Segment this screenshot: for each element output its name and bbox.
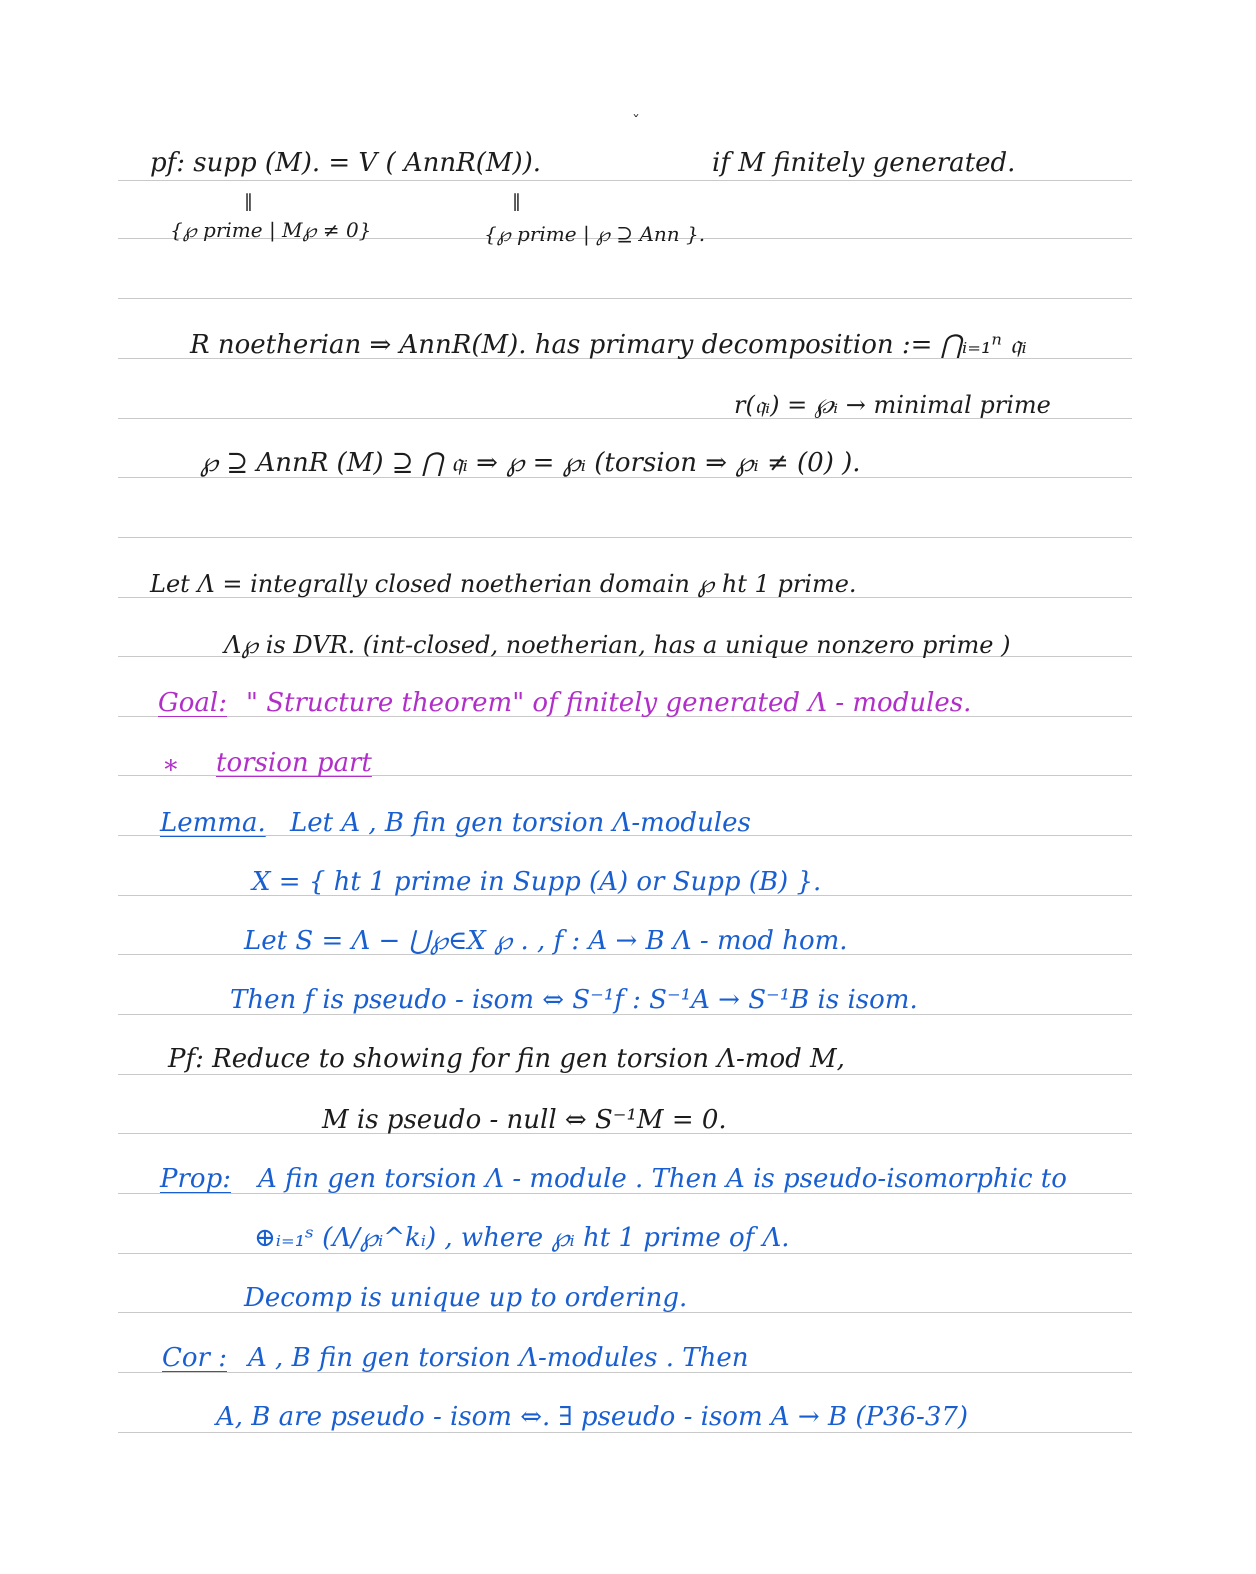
pf2-line-2: M is pseudo - null ⇔ S⁻¹M = 0. <box>322 1105 727 1135</box>
pf-line-1: pf: supp (M). = V ( AnnR(M)). <box>150 148 542 178</box>
noetherian-line-2: r(𝔮ᵢ) = ℘ᵢ → minimal prime <box>734 391 1051 419</box>
top-mark: ˇ <box>632 112 640 131</box>
ruled-line <box>118 180 1132 181</box>
cor-line-1: A , B fin gen torsion Λ-modules . Then <box>248 1343 749 1373</box>
pf-line-2-left: {℘ prime | M℘ ≠ 0} <box>170 218 372 242</box>
prop-label: Prop: <box>160 1164 231 1194</box>
pf-line-1-condition: if M finitely generated. <box>712 148 1016 178</box>
pf-line-2-right: {℘ prime | ℘ ⊇ Ann }. <box>484 222 706 246</box>
torsion-part-heading: torsion part <box>216 748 372 778</box>
lambda-line-2: Λ℘ is DVR. (int-closed, noetherian, has a unique nonzero prime ) <box>224 631 1011 659</box>
lemma-label: Lemma. <box>160 808 266 838</box>
goal-label: Goal: <box>158 688 227 718</box>
lemma-line-3: Let S = Λ − ⋃℘∈X ℘ . , f : A → B Λ - mod hom. <box>244 926 848 956</box>
ruled-line <box>118 1253 1132 1254</box>
ruled-line <box>118 1432 1132 1433</box>
ruled-line <box>118 298 1132 299</box>
cor-label: Cor : <box>162 1343 227 1373</box>
lemma-line-1: Let A , B fin gen torsion Λ-modules <box>290 808 751 838</box>
lemma-line-4: Then f is pseudo - isom ⇔ S⁻¹f : S⁻¹A → S⁻¹B is isom. <box>230 985 918 1015</box>
noetherian-line-3: ℘ ⊇ AnnR (M) ⊇ ⋂ 𝔮ᵢ ⇒ ℘ = ℘ᵢ (torsion ⇒ ℘ᵢ ≠ (0) ). <box>200 448 861 478</box>
ruled-line <box>118 1074 1132 1075</box>
prop-line-1: A fin gen torsion Λ - module . Then A is pseudo-isomorphic to <box>258 1164 1067 1194</box>
torsion-star: ∗ <box>162 750 180 780</box>
cor-line-2: A, B are pseudo - isom ⇔. ∃ pseudo - isom A → B (P36-37) <box>216 1402 969 1432</box>
lambda-line-1: Let Λ = integrally closed noetherian domain ℘ ht 1 prime. <box>150 570 857 598</box>
pf2-line-1: Pf: Reduce to showing for fin gen torsion Λ-mod M, <box>168 1044 845 1074</box>
prop-line-2: ⊕ᵢ₌₁ˢ (Λ/℘ᵢ^kᵢ) , where ℘ᵢ ht 1 prime of Λ. <box>254 1223 790 1253</box>
goal-text: " Structure theorem" of finitely generated Λ - modules. <box>246 688 972 718</box>
lemma-line-2: X = { ht 1 prime in Supp (A) or Supp (B) }. <box>252 867 822 897</box>
noetherian-line-1: R noetherian ⇒ AnnR(M). has primary decomposition := ⋂ᵢ₌₁ⁿ 𝔮ᵢ <box>190 330 1027 360</box>
equality-mark: ‖ <box>244 191 253 212</box>
prop-line-3: Decomp is unique up to ordering. <box>244 1283 688 1313</box>
equality-mark: ‖ <box>512 191 521 212</box>
ruled-line <box>118 537 1132 538</box>
